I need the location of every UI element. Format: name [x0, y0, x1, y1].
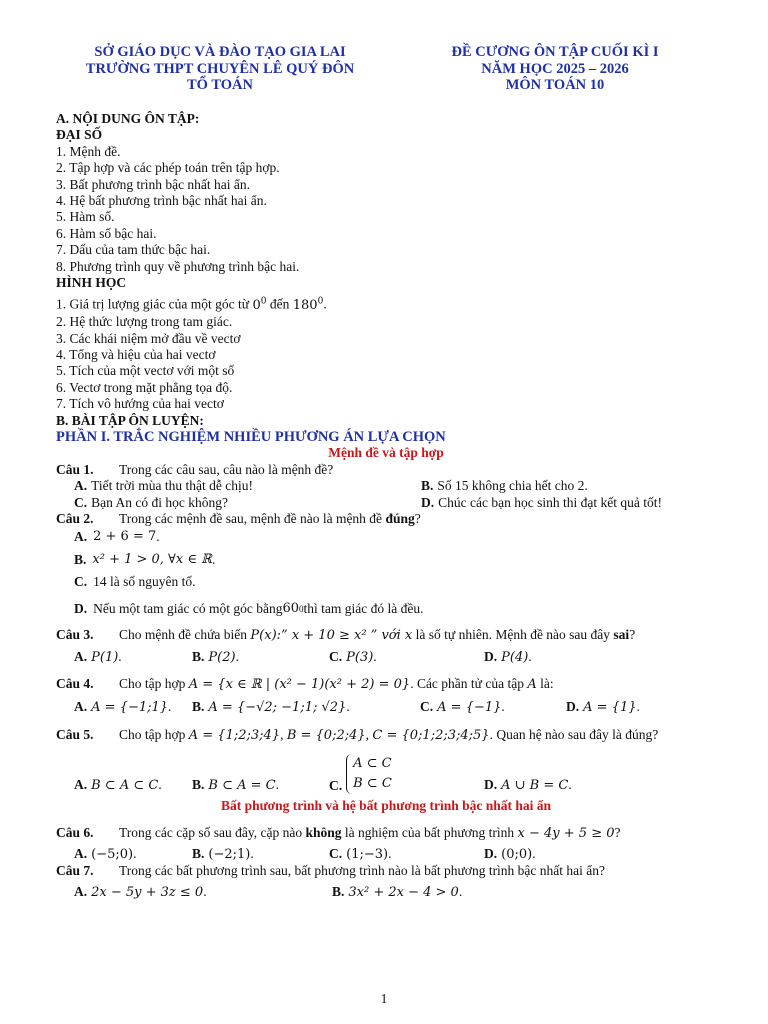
question-7: Câu 7. Trong các bất phương trình sau, bất phương trình nào là bất phương trình bậc nhất hai ẩn?: [56, 863, 606, 879]
question-7-options: [56, 884, 716, 901]
option-b[interactable]: B. A = {−√2; −1;1; √2}.: [192, 699, 350, 716]
geometry-item: 7. Tích vô hướng của hai vectơ: [56, 396, 224, 412]
option-a[interactable]: A. B ⊂ A ⊂ C.: [74, 776, 162, 793]
option-a[interactable]: A. 2x − 5y + 3z ≤ 0.: [74, 883, 207, 900]
part-1-title: PHẦN I. TRẮC NGHIỆM NHIỀU PHƯƠNG ÁN LỰA CHỌN: [56, 429, 446, 446]
option-d[interactable]: D. (0;0).: [484, 845, 536, 862]
system-brace: A ⊂ C B ⊂ C: [346, 754, 392, 794]
section-a-title: A. NỘI DUNG ÔN TẬP:: [56, 111, 200, 126]
header-department: SỞ GIÁO DỤC VÀ ĐÀO TẠO GIA LAI: [94, 44, 346, 60]
header-school-year: NĂM HỌC 2025 – 2026: [481, 60, 629, 77]
option-a[interactable]: A. A = {−1;1}.: [74, 699, 172, 716]
option-a[interactable]: A. (−5;0).: [74, 845, 137, 862]
geometry-item: 3. Các khái niệm mở đầu về vectơ: [56, 330, 241, 346]
algebra-item: 1. Mệnh đề.: [56, 143, 121, 159]
question-1-options: [56, 495, 716, 511]
option-c[interactable]: C. A ⊂ C B ⊂ C: [329, 756, 392, 793]
header-subject: MÔN TOÁN 10: [505, 77, 605, 93]
question-3: Câu 3. Cho mệnh đề chứa biến P(x):” x + 10 ≥ x² ” với x là số tự nhiên. Mệnh đề nào sau đây sai?: [56, 627, 636, 644]
option-d[interactable]: D. A ∪ B = C.: [484, 776, 572, 793]
option-a[interactable]: A. Tiết trời mùa thu thật dễ chịu!: [74, 478, 253, 494]
geometry-item: 4. Tổng và hiệu của hai vectơ: [56, 347, 216, 363]
option-c[interactable]: C. A = {−1}.: [420, 699, 505, 716]
angle-from: $0^0$: [252, 296, 267, 313]
header-group: TỔ TOÁN: [187, 77, 253, 93]
geometry-title: HÌNH HỌC: [56, 275, 127, 291]
option-d[interactable]: D. P(4).: [484, 648, 532, 665]
option-a[interactable]: A. P(1).: [74, 648, 122, 665]
header-exam: [415, 44, 695, 94]
question-5: Câu 5. Cho tập hợp A = {1;2;3;4}, B = {0;2;4}, C = {0;1;2;3;4;5}. Quan hệ nào sau đây là đúng?: [56, 726, 659, 743]
question-2: Câu 2. Trong các mệnh đề sau, mệnh đề nào là mệnh đề đúng?: [56, 511, 421, 527]
option-d[interactable]: D. Chúc các bạn học sinh thi đạt kết quả tốt!: [421, 494, 662, 510]
algebra-item: 4. Hệ bất phương trình bậc nhất hai ẩn.: [56, 193, 267, 209]
question-1-options: [56, 478, 716, 494]
algebra-title: ĐẠI SỐ: [56, 127, 103, 143]
question-4-options: [56, 699, 716, 716]
page-number: 1: [380, 991, 388, 1006]
algebra-item: 6. Hàm số bậc hai.: [56, 225, 157, 241]
algebra-item: 8. Phương trình quy về phương trình bậc hai.: [56, 258, 300, 274]
document-body: [56, 111, 716, 901]
topic-sets-title: Mệnh đề và tập hợp: [328, 445, 444, 461]
option-b[interactable]: B. P(2).: [192, 648, 239, 665]
algebra-item: 2. Tập hợp và các phép toán trên tập hợp.: [56, 160, 280, 176]
geometry-item: 5. Tích của một vectơ với một số: [56, 363, 235, 379]
option-c[interactable]: C. (1;−3).: [329, 845, 392, 862]
option-d[interactable]: D. A = {1}.: [566, 699, 640, 716]
geometry-item: 2. Hệ thức lượng trong tam giác.: [56, 314, 233, 330]
option-c[interactable]: C. P(3).: [329, 648, 377, 665]
option-b[interactable]: B. (−2;1).: [192, 845, 254, 862]
algebra-item: 3. Bất phương trình bậc nhất hai ẩn.: [56, 176, 251, 192]
section-b-title: B. BÀI TẬP ÔN LUYỆN:: [56, 412, 204, 428]
header-school: [60, 44, 380, 94]
question-3-options: [56, 649, 716, 666]
option-b[interactable]: B. 3x² + 2x − 4 > 0.: [332, 883, 463, 900]
geometry-item: 6. Vectơ trong mặt phẳng tọa độ.: [56, 379, 233, 395]
option-a[interactable]: A. 2 + 6 = 7 .: [74, 529, 160, 545]
option-d[interactable]: D. Nếu một tam giác có một góc bằng 60 0 thì tam giác đó là đều.: [74, 600, 424, 616]
question-6: Câu 6. Trong các cặp số sau đây, cặp nào không là nghiệm của bất phương trình x − 4y + 5 ≥ 0?: [56, 824, 621, 841]
header-school-name: TRƯỜNG THPT CHUYÊN LÊ QUÝ ĐÔN: [85, 60, 355, 77]
question-5-options: [56, 754, 716, 794]
geometry-item: 1. Giá trị lượng giác của một góc từ $0^0$ đến $180^0$.: [56, 296, 327, 313]
question-6-options: [56, 846, 716, 863]
angle-to: $180^0$: [292, 296, 324, 313]
option-c[interactable]: C. 14 là số nguyên tố.: [74, 574, 196, 590]
option-b[interactable]: B. B ⊂ A = C.: [192, 776, 279, 793]
question-1: Câu 1. Trong các câu sau, câu nào là mệnh đề?: [56, 461, 334, 477]
option-c[interactable]: C. Bạn An có đi học không?: [74, 494, 228, 510]
topic-inequality-title: Bất phương trình và hệ bất phương trình bậc nhất hai ẩn: [220, 798, 552, 814]
question-4: Câu 4. Cho tập hợp A = {x ∈ ℝ | (x² − 1)(x² + 2) = 0}. Các phần tử của tập A là:: [56, 675, 554, 692]
algebra-item: 7. Dấu của tam thức bậc hai.: [56, 242, 211, 258]
algebra-item: 5. Hàm số.: [56, 209, 115, 225]
header-exam-title: ĐỀ CƯƠNG ÔN TẬP CUỐI KÌ I: [451, 44, 659, 60]
option-b[interactable]: B. Số 15 không chia hết cho 2.: [421, 478, 588, 494]
option-b[interactable]: B. x² + 1 > 0, ∀x ∈ ℝ .: [74, 551, 216, 567]
